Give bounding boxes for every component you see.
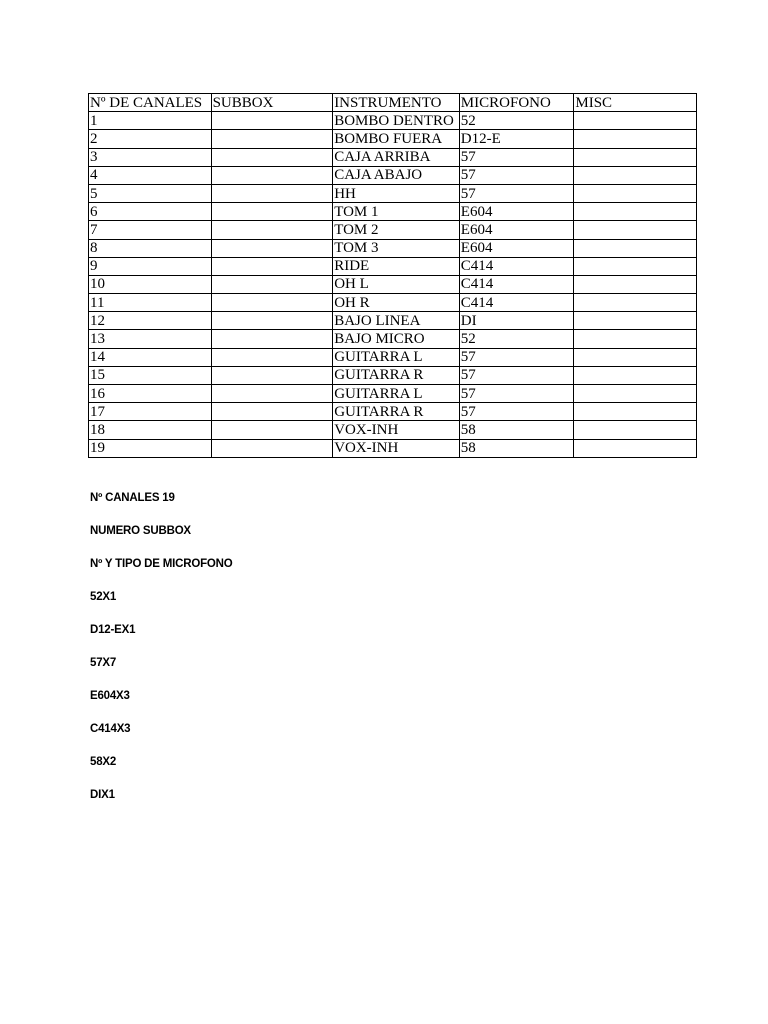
microphone-cell: 57	[459, 366, 574, 384]
subbox-cell	[211, 385, 333, 403]
header-microfono: MICROFONO	[459, 94, 574, 112]
microphone-cell: 58	[459, 439, 574, 457]
instrument-cell: TOM 1	[333, 203, 460, 221]
misc-cell	[574, 275, 697, 293]
table-row	[89, 166, 697, 184]
instrument-cell: GUITARRA R	[333, 366, 460, 384]
instrument-cell: GUITARRA L	[333, 348, 460, 366]
instrument-cell: VOX-INH	[333, 439, 460, 457]
channel-number-cell: 16	[89, 385, 212, 403]
channel-number-cell: 8	[89, 239, 212, 257]
misc-cell	[574, 257, 697, 275]
misc-cell	[574, 203, 697, 221]
header-instrumento: INSTRUMENTO	[333, 94, 460, 112]
channel-number-cell: 2	[89, 130, 212, 148]
instrument-cell: GUITARRA R	[333, 403, 460, 421]
instrument-cell: TOM 2	[333, 221, 460, 239]
table-row	[89, 112, 697, 130]
misc-cell	[574, 348, 697, 366]
table-header-row	[89, 94, 697, 112]
misc-cell	[574, 148, 697, 166]
table-row	[89, 257, 697, 275]
misc-cell	[574, 221, 697, 239]
instrument-cell: GUITARRA L	[333, 385, 460, 403]
microphone-cell: D12-E	[459, 130, 574, 148]
misc-cell	[574, 330, 697, 348]
misc-cell	[574, 112, 697, 130]
table-row	[89, 385, 697, 403]
instrument-cell: OH R	[333, 294, 460, 312]
summary-line: 52X1	[90, 591, 117, 603]
microphone-cell: 57	[459, 184, 574, 202]
instrument-cell: BOMBO FUERA	[333, 130, 460, 148]
channel-number-cell: 6	[89, 203, 212, 221]
subbox-cell	[211, 330, 333, 348]
channel-number-cell: 11	[89, 294, 212, 312]
summary-line: NUMERO SUBBOX	[90, 525, 191, 537]
microphone-cell: 57	[459, 348, 574, 366]
header-canales: Nº DE CANALES	[89, 94, 212, 112]
microphone-cell: E604	[459, 203, 574, 221]
subbox-cell	[211, 184, 333, 202]
subbox-cell	[211, 312, 333, 330]
table-row	[89, 366, 697, 384]
microphone-cell: E604	[459, 239, 574, 257]
microphone-cell: 57	[459, 385, 574, 403]
summary-line: D12-EX1	[90, 624, 136, 636]
subbox-cell	[211, 166, 333, 184]
header-subbox: SUBBOX	[211, 94, 333, 112]
subbox-cell	[211, 366, 333, 384]
microphone-cell: C414	[459, 275, 574, 293]
microphone-cell: C414	[459, 257, 574, 275]
table-body	[89, 112, 697, 458]
table-row	[89, 403, 697, 421]
misc-cell	[574, 294, 697, 312]
microphone-cell: 58	[459, 421, 574, 439]
microphone-cell: 57	[459, 148, 574, 166]
table-row	[89, 421, 697, 439]
table-row	[89, 439, 697, 457]
instrument-cell: HH	[333, 184, 460, 202]
table-row	[89, 184, 697, 202]
instrument-cell: CAJA ARRIBA	[333, 148, 460, 166]
misc-cell	[574, 421, 697, 439]
instrument-cell: RIDE	[333, 257, 460, 275]
channel-number-cell: 5	[89, 184, 212, 202]
channel-number-cell: 7	[89, 221, 212, 239]
subbox-cell	[211, 421, 333, 439]
subbox-cell	[211, 221, 333, 239]
misc-cell	[574, 166, 697, 184]
subbox-cell	[211, 148, 333, 166]
instrument-cell: VOX-INH	[333, 421, 460, 439]
summary-line: C414X3	[90, 723, 131, 735]
table-row	[89, 203, 697, 221]
summary-line: Nº Y TIPO DE MICROFONO	[90, 558, 233, 570]
misc-cell	[574, 366, 697, 384]
channel-number-cell: 19	[89, 439, 212, 457]
microphone-cell: 57	[459, 403, 574, 421]
summary-line: 57X7	[90, 657, 117, 669]
misc-cell	[574, 239, 697, 257]
microphone-cell: DI	[459, 312, 574, 330]
table-row	[89, 130, 697, 148]
misc-cell	[574, 439, 697, 457]
header-misc: MISC	[574, 94, 697, 112]
subbox-cell	[211, 130, 333, 148]
subbox-cell	[211, 257, 333, 275]
table-row	[89, 221, 697, 239]
misc-cell	[574, 312, 697, 330]
microphone-cell: C414	[459, 294, 574, 312]
channel-number-cell: 18	[89, 421, 212, 439]
table-row	[89, 312, 697, 330]
subbox-cell	[211, 112, 333, 130]
subbox-cell	[211, 275, 333, 293]
channel-number-cell: 13	[89, 330, 212, 348]
channel-number-cell: 15	[89, 366, 212, 384]
instrument-cell: BAJO MICRO	[333, 330, 460, 348]
subbox-cell	[211, 439, 333, 457]
channel-number-cell: 10	[89, 275, 212, 293]
summary-line: E604X3	[90, 690, 130, 702]
microphone-cell: 52	[459, 330, 574, 348]
subbox-cell	[211, 239, 333, 257]
subbox-cell	[211, 203, 333, 221]
misc-cell	[574, 385, 697, 403]
instrument-cell: BAJO LINEA	[333, 312, 460, 330]
microphone-cell: 52	[459, 112, 574, 130]
summary-line: DIX1	[90, 789, 115, 801]
channel-number-cell: 9	[89, 257, 212, 275]
channel-number-cell: 17	[89, 403, 212, 421]
table-row	[89, 148, 697, 166]
microphone-cell: E604	[459, 221, 574, 239]
misc-cell	[574, 184, 697, 202]
channel-number-cell: 4	[89, 166, 212, 184]
summary-block	[90, 490, 233, 820]
misc-cell	[574, 403, 697, 421]
summary-line: 58X2	[90, 756, 117, 768]
instrument-cell: CAJA ABAJO	[333, 166, 460, 184]
subbox-cell	[211, 294, 333, 312]
channel-number-cell: 3	[89, 148, 212, 166]
instrument-cell: TOM 3	[333, 239, 460, 257]
table-row	[89, 348, 697, 366]
misc-cell	[574, 130, 697, 148]
table-row	[89, 330, 697, 348]
table-row	[89, 275, 697, 293]
channel-number-cell: 14	[89, 348, 212, 366]
table-row	[89, 239, 697, 257]
summary-line: Nº CANALES 19	[90, 492, 175, 504]
subbox-cell	[211, 403, 333, 421]
table-row	[89, 294, 697, 312]
channel-number-cell: 1	[89, 112, 212, 130]
instrument-cell: OH L	[333, 275, 460, 293]
channel-list-table	[88, 93, 697, 458]
channel-number-cell: 12	[89, 312, 212, 330]
subbox-cell	[211, 348, 333, 366]
instrument-cell: BOMBO DENTRO	[333, 112, 460, 130]
microphone-cell: 57	[459, 166, 574, 184]
